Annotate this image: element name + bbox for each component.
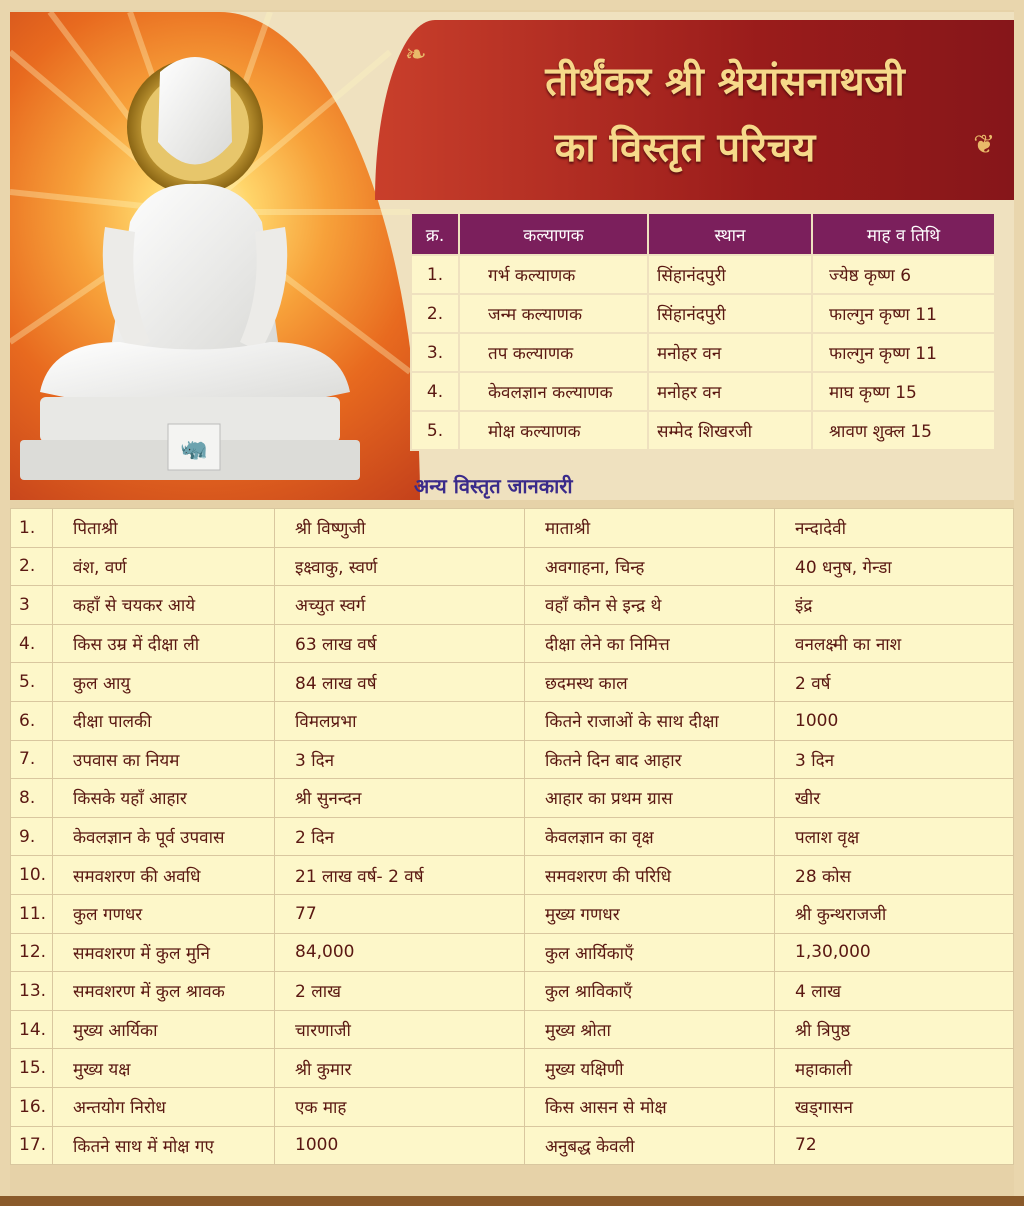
cell-place: मनोहर वन — [648, 333, 812, 372]
cell-value-right: नन्दादेवी — [775, 509, 1014, 548]
cell-label-right: वहाँ कौन से इन्द्र थे — [525, 586, 775, 625]
table-row — [411, 411, 995, 450]
footer-bar — [0, 1196, 1024, 1206]
cell-label-left: केवलज्ञान के पूर्व उपवास — [53, 817, 275, 856]
table-row — [11, 509, 1014, 548]
cell-label-right: छदमस्थ काल — [525, 663, 775, 702]
cell-label-left: किसके यहाँ आहार — [53, 779, 275, 818]
table-row — [11, 740, 1014, 779]
table-row — [11, 586, 1014, 625]
cell-value-right: 28 कोस — [775, 856, 1014, 895]
cell-kalyanak: केवलज्ञान कल्याणक — [459, 372, 648, 411]
page-title-line-1: तीर्थंकर श्री श्रेयांसनाथजी — [545, 58, 905, 105]
table-row — [11, 856, 1014, 895]
cell-sn: 7. — [11, 740, 53, 779]
cell-sn: 6. — [11, 701, 53, 740]
cell-label-left: कुल गणधर — [53, 894, 275, 933]
cell-value-left: चारणाजी — [275, 1010, 525, 1049]
cell-sn: 1. — [411, 255, 459, 294]
cell-date: फाल्गुन कृष्ण 11 — [812, 333, 995, 372]
rhino-symbol-icon: 🦏 — [180, 437, 208, 462]
cell-label-right: कुल श्राविकाएँ — [525, 972, 775, 1011]
cell-value-left: श्री कुमार — [275, 1049, 525, 1088]
table-row — [11, 1126, 1014, 1165]
table-row — [411, 372, 995, 411]
cell-sn: 17. — [11, 1126, 53, 1165]
cell-label-left: दीक्षा पालकी — [53, 701, 275, 740]
cell-value-right: पलाश वृक्ष — [775, 817, 1014, 856]
idol-image — [10, 12, 420, 500]
cell-label-left: कितने साथ में मोक्ष गए — [53, 1126, 275, 1165]
cell-label-right: माताश्री — [525, 509, 775, 548]
cell-date: ज्येष्ठ कृष्ण 6 — [812, 255, 995, 294]
cell-value-right: महाकाली — [775, 1049, 1014, 1088]
cell-value-right: 1,30,000 — [775, 933, 1014, 972]
cell-value-left: 2 दिन — [275, 817, 525, 856]
cell-value-left: 77 — [275, 894, 525, 933]
cell-value-right: श्री कुन्थराजजी — [775, 894, 1014, 933]
cell-date: श्रावण शुक्ल 15 — [812, 411, 995, 450]
cell-label-right: मुख्य यक्षिणी — [525, 1049, 775, 1088]
cell-value-right: 3 दिन — [775, 740, 1014, 779]
table-row — [411, 294, 995, 333]
cell-label-right: अनुबद्ध केवली — [525, 1126, 775, 1165]
cell-sn: 4. — [11, 624, 53, 663]
cell-value-left: विमलप्रभा — [275, 701, 525, 740]
cell-value-right: वनलक्ष्मी का नाश — [775, 624, 1014, 663]
ornament-icon: ❦ — [973, 130, 995, 160]
cell-sn: 10. — [11, 856, 53, 895]
cell-value-right: खीर — [775, 779, 1014, 818]
cell-sn: 16. — [11, 1087, 53, 1126]
cell-label-left: उपवास का नियम — [53, 740, 275, 779]
cell-sn: 4. — [411, 372, 459, 411]
kalyanak-header-row — [411, 213, 995, 255]
cell-label-right: केवलज्ञान का वृक्ष — [525, 817, 775, 856]
cell-sn: 8. — [11, 779, 53, 818]
cell-sn: 5. — [411, 411, 459, 450]
cell-place: मनोहर वन — [648, 372, 812, 411]
cell-label-right: मुख्य श्रोता — [525, 1010, 775, 1049]
idol-illustration — [10, 12, 420, 500]
cell-value-left: 84,000 — [275, 933, 525, 972]
cell-label-right: दीक्षा लेने का निमित्त — [525, 624, 775, 663]
cell-label-left: समवशरण में कुल मुनि — [53, 933, 275, 972]
cell-sn: 2. — [411, 294, 459, 333]
cell-value-left: श्री सुनन्दन — [275, 779, 525, 818]
page-title-line-2: का विस्तृत परिचय — [554, 124, 816, 171]
cell-label-right: अवगाहना, चिन्ह — [525, 547, 775, 586]
cell-label-left: कुल आयु — [53, 663, 275, 702]
table-row — [11, 1087, 1014, 1126]
table-row — [11, 894, 1014, 933]
cell-value-left: एक माह — [275, 1087, 525, 1126]
cell-sn: 3. — [411, 333, 459, 372]
cell-label-left: वंश, वर्ण — [53, 547, 275, 586]
cell-kalyanak: जन्म कल्याणक — [459, 294, 648, 333]
cell-label-left: समवशरण में कुल श्रावक — [53, 972, 275, 1011]
cell-value-left: श्री विष्णुजी — [275, 509, 525, 548]
cell-value-left: 1000 — [275, 1126, 525, 1165]
cell-sn: 3 — [11, 586, 53, 625]
cell-label-left: पिताश्री — [53, 509, 275, 548]
cell-label-left: मुख्य आर्यिका — [53, 1010, 275, 1049]
cell-value-left: 3 दिन — [275, 740, 525, 779]
cell-date: फाल्गुन कृष्ण 11 — [812, 294, 995, 333]
table-row — [11, 624, 1014, 663]
table-row — [11, 547, 1014, 586]
cell-value-right: खड्गासन — [775, 1087, 1014, 1126]
cell-value-left: 21 लाख वर्ष- 2 वर्ष — [275, 856, 525, 895]
cell-label-left: समवशरण की अवधि — [53, 856, 275, 895]
cell-sn: 14. — [11, 1010, 53, 1049]
table-row — [11, 779, 1014, 818]
cell-value-right: 2 वर्ष — [775, 663, 1014, 702]
cell-value-right: 4 लाख — [775, 972, 1014, 1011]
table-row — [11, 972, 1014, 1011]
section-title: अन्य विस्तृत जानकारी — [414, 474, 573, 498]
cell-label-right: मुख्य गणधर — [525, 894, 775, 933]
cell-label-right: कितने दिन बाद आहार — [525, 740, 775, 779]
cell-label-right: कितने राजाओं के साथ दीक्षा — [525, 701, 775, 740]
cell-place: सिंहानंदपुरी — [648, 294, 812, 333]
cell-sn: 15. — [11, 1049, 53, 1088]
cell-value-left: 2 लाख — [275, 972, 525, 1011]
cell-value-left: अच्युत स्वर्ग — [275, 586, 525, 625]
cell-value-right: 40 धनुष, गेन्डा — [775, 547, 1014, 586]
table-row — [11, 933, 1014, 972]
kalyanak-table — [410, 212, 996, 451]
cell-value-right: 1000 — [775, 701, 1014, 740]
cell-sn: 11. — [11, 894, 53, 933]
cell-label-left: किस उम्र में दीक्षा ली — [53, 624, 275, 663]
cell-label-right: समवशरण की परिधि — [525, 856, 775, 895]
cell-value-left: 84 लाख वर्ष — [275, 663, 525, 702]
cell-date: माघ कृष्ण 15 — [812, 372, 995, 411]
table-row — [11, 1010, 1014, 1049]
ornament-icon: ❧ — [405, 40, 427, 70]
cell-label-right: कुल आर्यिकाएँ — [525, 933, 775, 972]
cell-value-left: 63 लाख वर्ष — [275, 624, 525, 663]
col-header-sn: क्र. — [411, 213, 459, 255]
cell-label-right: आहार का प्रथम ग्रास — [525, 779, 775, 818]
cell-place: सम्मेद शिखरजी — [648, 411, 812, 450]
cell-label-left: अन्तयोग निरोध — [53, 1087, 275, 1126]
cell-label-left: कहाँ से चयकर आये — [53, 586, 275, 625]
details-table — [10, 508, 1014, 1165]
cell-sn: 9. — [11, 817, 53, 856]
cell-value-right: श्री त्रिपुष्ठ — [775, 1010, 1014, 1049]
cell-sn: 13. — [11, 972, 53, 1011]
table-row — [11, 663, 1014, 702]
cell-value-left: इक्ष्वाकु, स्वर्ण — [275, 547, 525, 586]
col-header-place: स्थान — [648, 213, 812, 255]
cell-sn: 12. — [11, 933, 53, 972]
cell-label-right: किस आसन से मोक्ष — [525, 1087, 775, 1126]
cell-place: सिंहानंदपुरी — [648, 255, 812, 294]
cell-kalyanak: तप कल्याणक — [459, 333, 648, 372]
table-row — [411, 255, 995, 294]
cell-sn: 1. — [11, 509, 53, 548]
table-row — [411, 333, 995, 372]
table-row — [11, 817, 1014, 856]
table-row — [11, 701, 1014, 740]
cell-label-left: मुख्य यक्ष — [53, 1049, 275, 1088]
col-header-date: माह व तिथि — [812, 213, 995, 255]
cell-value-right: इंद्र — [775, 586, 1014, 625]
cell-value-right: 72 — [775, 1126, 1014, 1165]
cell-kalyanak: गर्भ कल्याणक — [459, 255, 648, 294]
title-banner — [375, 20, 1014, 200]
col-header-kalyanak: कल्याणक — [459, 213, 648, 255]
cell-kalyanak: मोक्ष कल्याणक — [459, 411, 648, 450]
idol-head — [158, 57, 232, 165]
table-row — [11, 1049, 1014, 1088]
cell-sn: 2. — [11, 547, 53, 586]
cell-sn: 5. — [11, 663, 53, 702]
